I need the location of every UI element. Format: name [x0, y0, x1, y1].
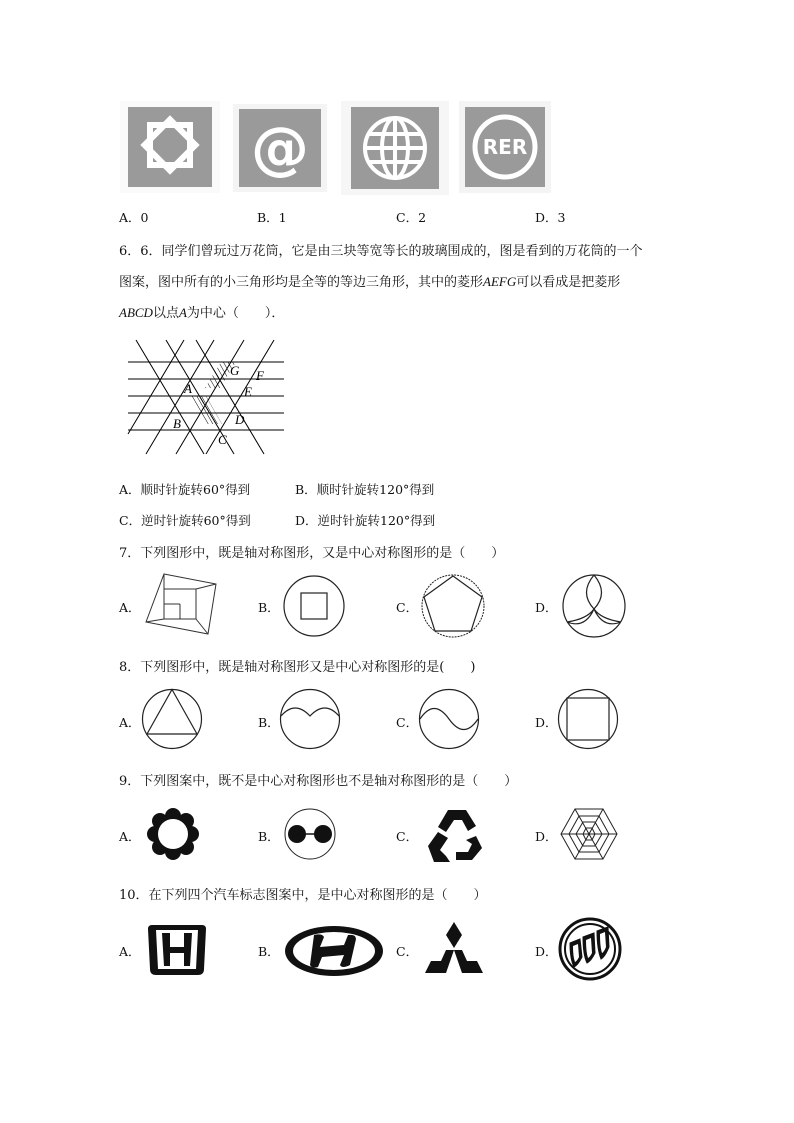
svg-text:@: @: [251, 114, 309, 182]
label-a: A: [184, 381, 192, 396]
label-f: F: [256, 368, 264, 383]
q5-option-a: A．0: [119, 210, 149, 225]
q9-figure-b-dumbbell-circle: [284, 808, 336, 860]
q8-figure-d-circle-square: [557, 688, 619, 750]
q7-figure-d-trefoil: [561, 573, 627, 639]
q9-stem: 9．下列图案中，既不是中心对称图形也不是轴对称图形的是（ ）: [119, 774, 518, 789]
q8-figure-c-circle-wave: [418, 688, 480, 750]
q10-label-a: A．: [119, 944, 141, 959]
q9-label-b: B．: [258, 829, 280, 844]
q7-label-d: D．: [535, 600, 558, 615]
q10-stem: 10．在下列四个汽车标志图案中，是中心对称图形的是（ ）: [119, 888, 487, 903]
q7-label-a: A．: [119, 600, 141, 615]
label-b: B: [173, 416, 181, 431]
svg-text:RER: RER: [482, 135, 528, 159]
q5-option-c: C．2: [396, 210, 427, 225]
label-d: D: [235, 412, 245, 427]
q8-label-c: C．: [396, 715, 419, 730]
logo-a-squares: [120, 101, 220, 193]
q9-label-c: C．: [396, 829, 419, 844]
q7-figure-c-pentagon: [420, 573, 486, 639]
label-c: C: [218, 432, 227, 447]
q9-label-a: A．: [119, 829, 141, 844]
q8-label-a: A．: [119, 715, 141, 730]
q5-option-b: B．1: [257, 210, 287, 225]
q7-label-c: C．: [396, 600, 419, 615]
q5-option-d: D．3: [535, 210, 566, 225]
q9-label-d: D．: [535, 829, 558, 844]
q10-figure-d-buick-logo: [558, 917, 622, 981]
q9-figure-a-flower: [146, 807, 200, 861]
q7-stem: 7．下列图形中，既是轴对称图形，又是中心对称图形的是（ ）: [119, 546, 505, 561]
kaleidoscope-figure: [126, 338, 286, 456]
q10-label-c: C．: [396, 944, 419, 959]
q6-option-a: A．顺时针旋转60°得到: [119, 482, 251, 497]
q8-label-b: B．: [258, 715, 280, 730]
label-g: G: [230, 363, 240, 378]
q6-option-b: B．顺时针旋转120°得到: [295, 482, 435, 497]
label-e: E: [244, 384, 252, 399]
q8-figure-a-circle-triangle: [141, 688, 203, 750]
q10-figure-a-honda-logo: [146, 923, 208, 977]
q6-stem-line2: 图案，图中所有的小三角形均是全等的等边三角形，其中的菱形AEFG可以看成是把菱形: [119, 274, 621, 290]
q10-label-b: B．: [258, 944, 280, 959]
q7-label-b: B．: [258, 600, 280, 615]
q6-option-d: D．逆时针旋转120°得到: [295, 513, 436, 528]
q7-figure-b-circle-square: [282, 574, 346, 638]
q8-figure-b-circle-heart-curve: [279, 688, 341, 750]
q6-stem-line3: ABCD以点A为中心（ ）．: [119, 305, 285, 321]
q8-label-d: D．: [535, 715, 558, 730]
q10-figure-b-hyundai-logo: [284, 925, 384, 977]
q9-figure-d-spiderweb-hexagon: [560, 807, 618, 861]
logo-b-at-sign: [233, 104, 327, 192]
q6-stem-line1: 6．6．同学们曾玩过万花筒，它是由三块等宽等长的玻璃围成的，图是看到的万花筒的一个: [119, 244, 643, 259]
q7-figure-a-pinwheel-square: [142, 572, 218, 636]
q10-figure-c-mitsubishi-logo: [423, 921, 485, 975]
logo-c-globe: [341, 101, 449, 195]
q9-figure-c-recycle-triangle: [426, 808, 482, 862]
q10-label-d: D．: [535, 944, 558, 959]
q6-option-c: C．逆时针旋转60°得到: [119, 513, 251, 528]
logo-d-rer: [459, 101, 551, 193]
q8-stem: 8．下列图形中，既是轴对称图形又是中心对称图形的是( ): [119, 660, 476, 675]
